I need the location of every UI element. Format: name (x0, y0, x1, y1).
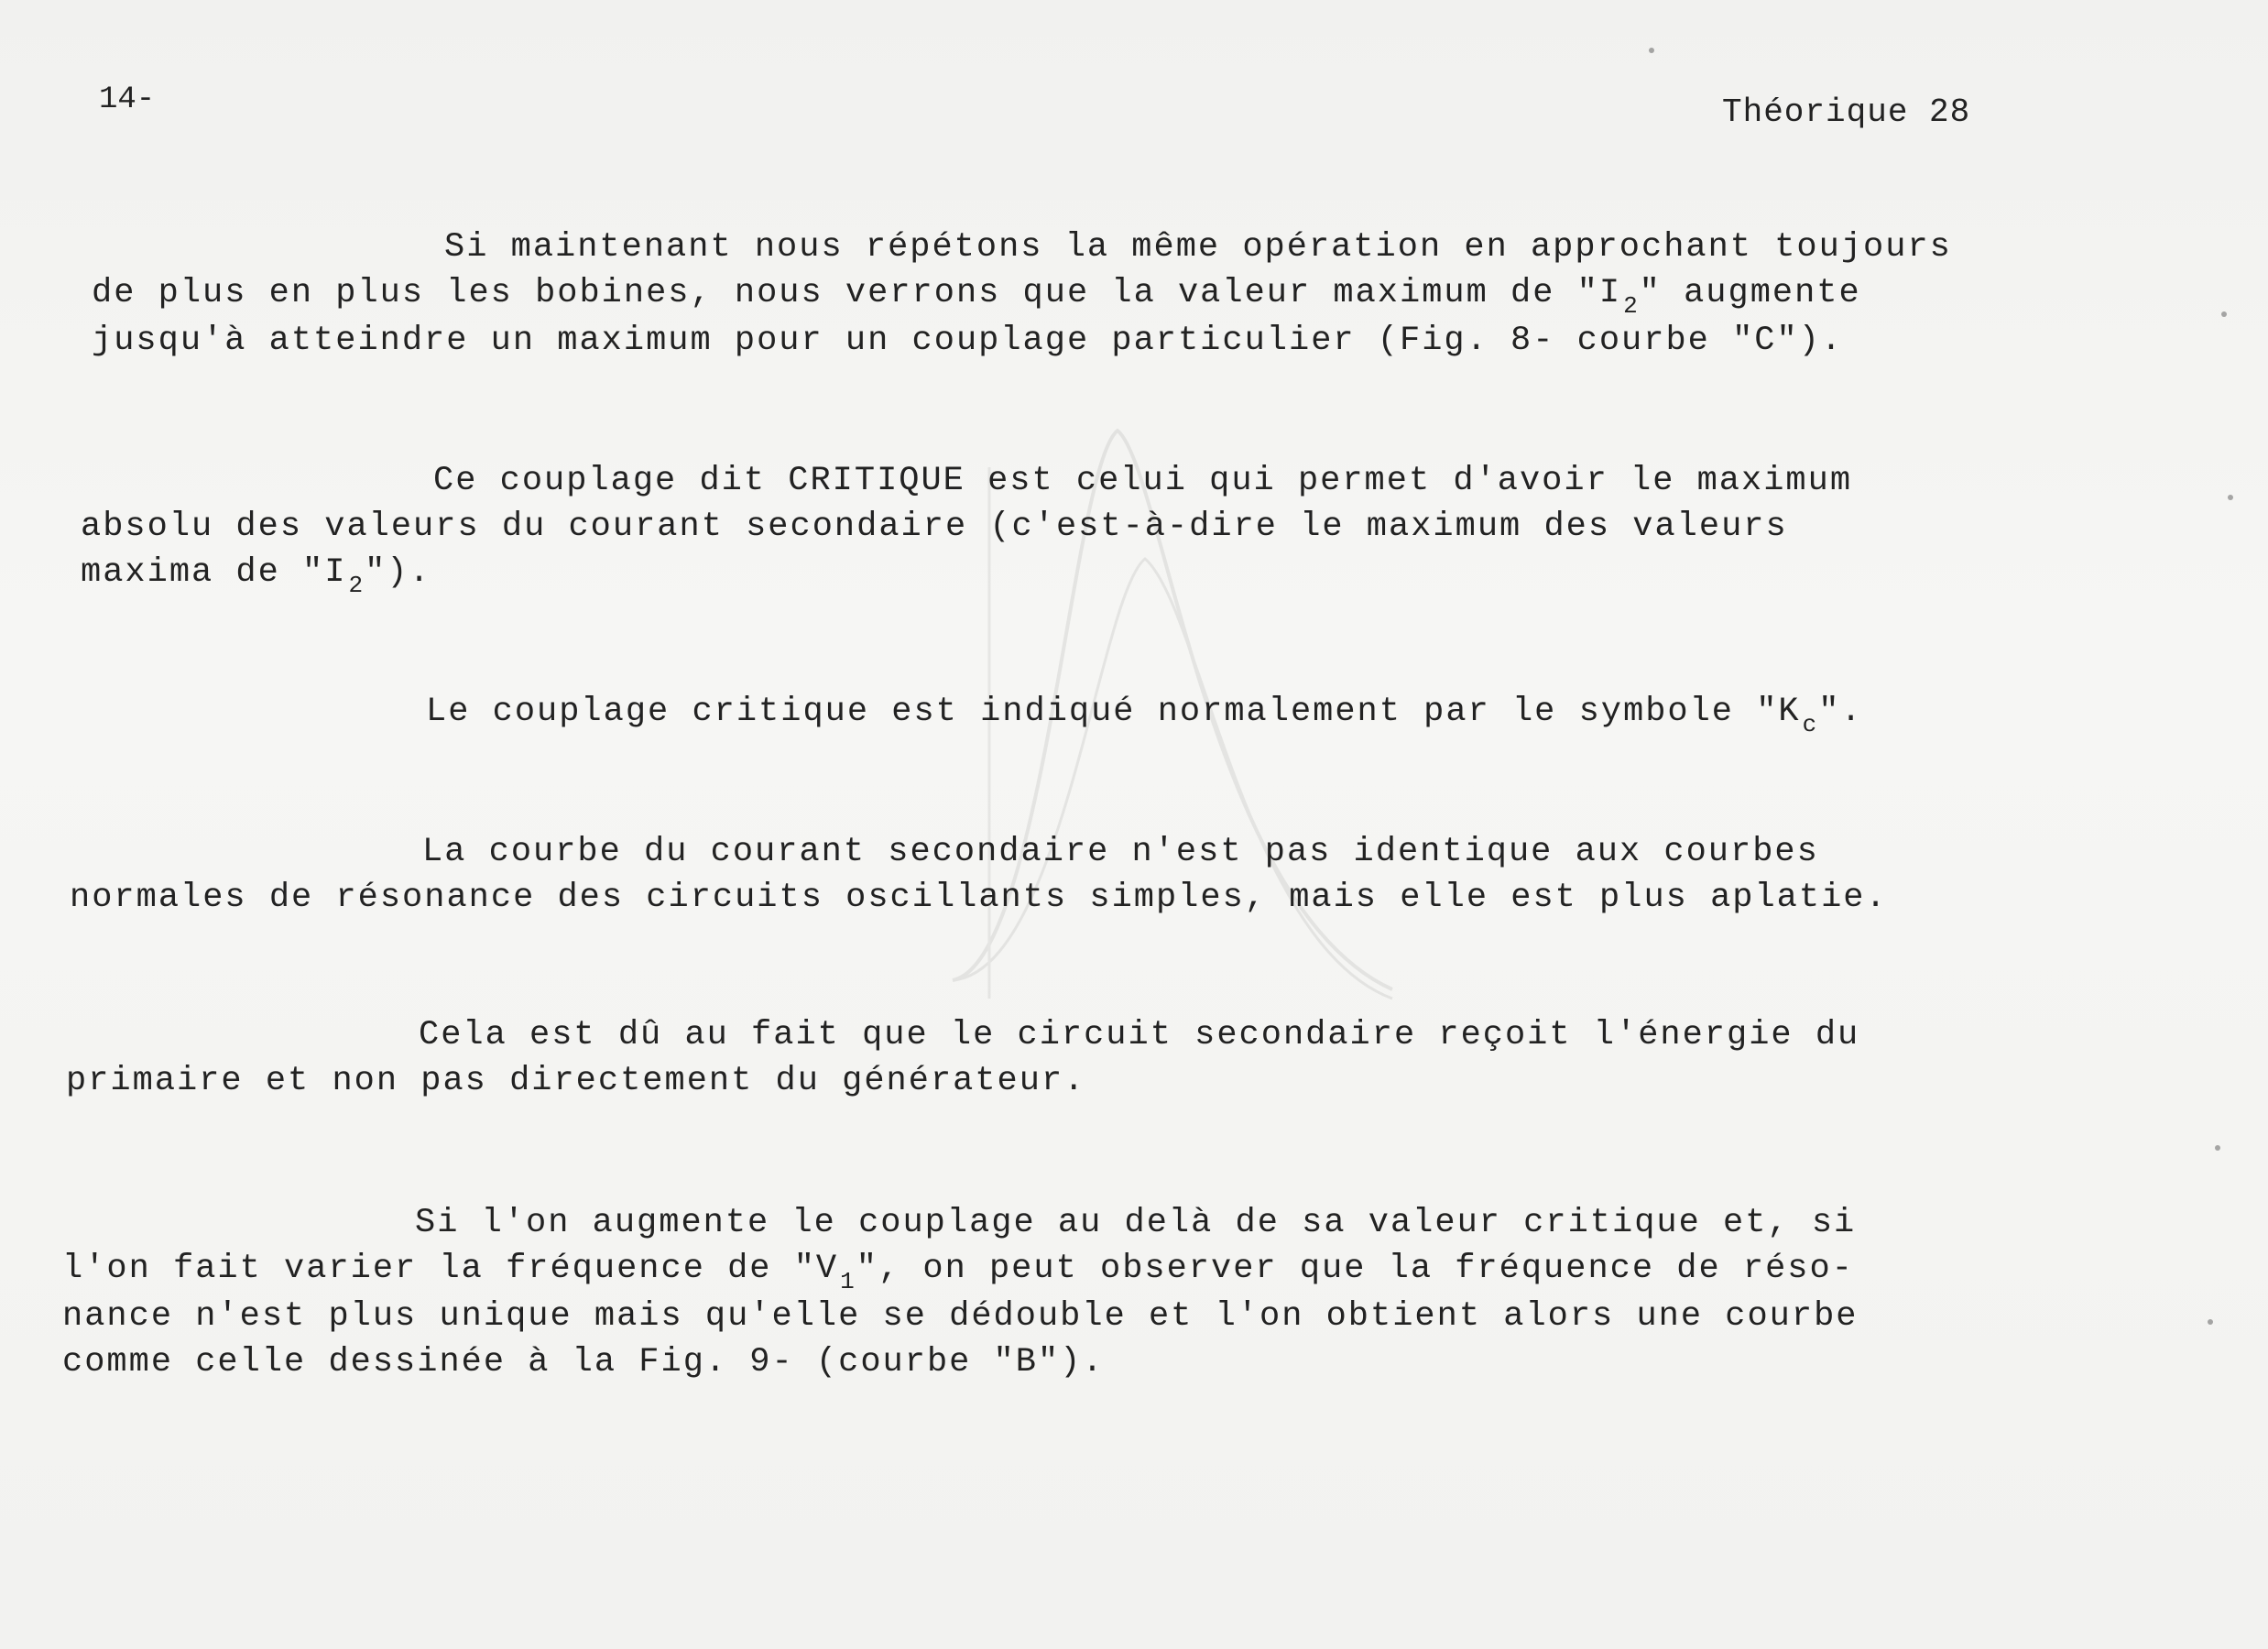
paragraph-kc-symbol (73, 689, 2052, 737)
text-line: La courbe du courant secondaire n'est pas identique aux courbes (422, 833, 1819, 871)
text-line: Le couplage critique est indiqué normalement par le symbole "$K_c$". (426, 693, 1863, 738)
text-line: nance n'est plus unique mais qu'elle se dédouble et l'on obtient alors une courbe (62, 1297, 1859, 1336)
subscript: 2 (348, 572, 365, 599)
text-line: maxima de "$I_2$"). (81, 553, 431, 599)
text-line: normales de résonance des circuits oscillants simples, mais elle est plus aplatie. (70, 879, 1888, 917)
text-line: primaire et non pas directement du générateur. (66, 1062, 1086, 1100)
text-line: absolu des valeurs du courant secondaire (c'est-à-dire le maximum des valeurs (81, 508, 1788, 546)
text-line: Ce couplage dit CRITIQUE est celui qui permet d'avoir le maximum (433, 462, 1853, 500)
scan-speck (2228, 495, 2233, 500)
text-line: l'on fait varier la fréquence de "$V_1$", on peut observer que la fréquence de réso- (62, 1250, 1854, 1295)
text-line: Si maintenant nous répétons la même opération en approchant toujours (444, 228, 1952, 267)
scan-speck (2215, 1145, 2220, 1151)
text-line: Cela est dû au fait que le circuit secondaire reçoit l'énergie du (419, 1016, 1860, 1054)
text-line: Si l'on augmente le couplage au delà de sa valeur critique et, si (415, 1204, 1857, 1242)
scan-speck (2221, 311, 2227, 317)
scan-speck (1649, 48, 1654, 53)
paragraph-secondary-curve (70, 829, 2048, 921)
subscript: 1 (840, 1268, 856, 1295)
text-line: de plus en plus les bobines, nous verrons que la valeur maximum de "$I_2$" augmente (92, 274, 1861, 320)
subscript: c (1802, 711, 1819, 738)
text-line: jusqu'à atteindre un maximum pour un couplage particulier (Fig. 8- courbe "C"). (92, 322, 1844, 360)
scan-speck (2208, 1319, 2213, 1325)
paragraph-over-coupling (62, 1200, 2041, 1385)
subscript: 2 (1623, 292, 1640, 320)
paragraph-critical-coupling (81, 458, 2059, 597)
page-number: 14- (99, 82, 156, 117)
paragraph-energy-source (66, 1012, 2044, 1104)
section-title: Théorique 28 (1722, 93, 1971, 131)
text-line: comme celle dessinée à la Fig. 9- (courbe "B"). (62, 1343, 1105, 1381)
paragraph-approach-coils (92, 224, 2070, 364)
